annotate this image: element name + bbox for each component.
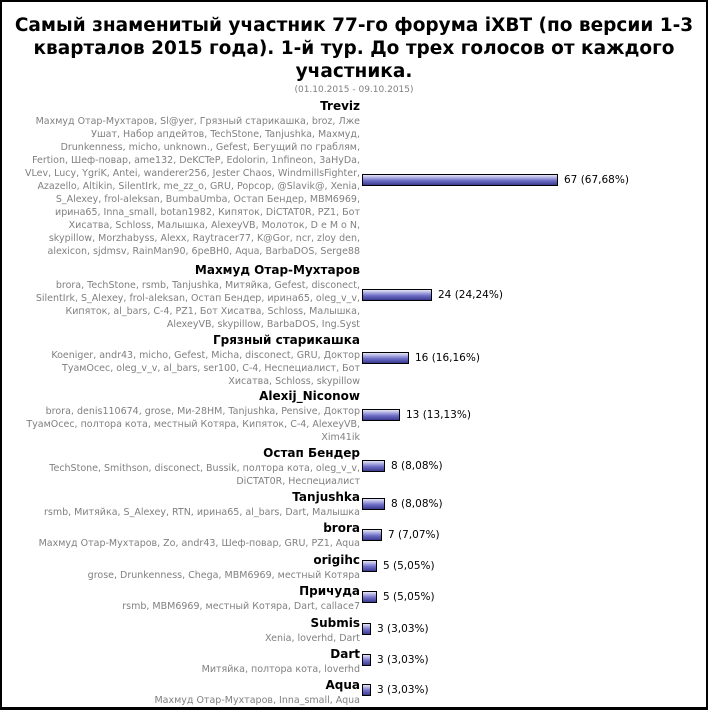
candidate-name: Submis <box>310 616 360 630</box>
value-label: 8 (8,08%) <box>391 498 443 510</box>
candidate-name: Остап Бендер <box>263 446 360 460</box>
value-label: 8 (8,08%) <box>391 460 443 472</box>
voter-list: brora, denis110674, grose, Ми-28НМ, Tanjushka, Pensive, Доктор ТуамОсес, полтора кота, местный Котяра, Кипяток, C-4, AlexeyVB, Xim41ik <box>26 406 360 443</box>
value-label: 13 (13,13%) <box>406 409 471 421</box>
voter-list: brora, TechStone, rsmb, Tanjushka, Митяйка, Gefest, disconect, SilentIrk, S_Alexey, frol-aleksan, Остап Бендер, ирина65, oleg_v_v, Кипяток, al_bars, C-4, PZ1, Бот Хисатва, Schloss, Малышка, AlexeyVB, skypillow, BarbaDOS, Ing.Syst <box>35 280 360 330</box>
voter-list: Махмуд Отар-Мухтаров, Zo, andr43, Шеф-повар, GRU, PZ1, Aqua <box>38 538 360 549</box>
value-label: 3 (3,03%) <box>377 623 429 635</box>
candidate-name: brora <box>323 521 360 535</box>
bar <box>362 352 409 364</box>
bar <box>362 623 371 635</box>
value-label: 5 (5,05%) <box>383 560 435 572</box>
bar <box>362 591 377 603</box>
bar <box>362 460 385 472</box>
value-label: 5 (5,05%) <box>383 591 435 603</box>
voter-list: TechStone, Smithson, disconect, Bussik, полтора кота, oleg_v_v, DiCTAT0R, Неспециалист <box>49 463 360 487</box>
value-label: 7 (7,07%) <box>388 529 440 541</box>
candidate-name: Махмуд Отар-Мухтаров <box>194 263 360 277</box>
value-label: 3 (3,03%) <box>377 684 429 696</box>
candidate-name: Treviz <box>320 99 360 113</box>
voter-list: rsmb, MBM6969, местный Котяра, Dart, callace7 <box>122 601 360 612</box>
bar <box>362 560 377 572</box>
bar <box>362 289 432 301</box>
voter-list: Xenia, loverhd, Dart <box>265 633 360 644</box>
candidate-name: Tanjushka <box>292 490 360 504</box>
candidate-name: Dart <box>330 647 360 661</box>
bar <box>362 174 558 186</box>
voter-list: Махмуд Отар-Мухтаров, Inna_small, Aqua <box>154 695 360 706</box>
bar <box>362 529 382 541</box>
value-label: 16 (16,16%) <box>415 352 480 364</box>
candidate-name: Alexij_Niconow <box>259 389 360 403</box>
voter-list: rsmb, Митяйка, S_Alexey, RTN, ирина65, al_bars, Dart, Малышка <box>43 507 360 518</box>
value-label: 24 (24,24%) <box>438 289 503 301</box>
value-label: 67 (67,68%) <box>564 174 629 186</box>
bar <box>362 654 371 666</box>
voter-list: Махмуд Отар-Мухтаров, Sl@yer, Грязный старикашка, broz, Лже Ушат, Набор апдейтов, TechStone, Tanjushka, Махмуд, Drunkenness, micho, unknown., Gefest, Бегущий по граблям, Fertion, Шеф-повар, ame132, DeKCTeP, Edolorin, 1nfineon, 3aHyDa, VLev, Lucy, YgriK, Antei, wanderer256, Jester Chaos, WindmillsFighter, Azazello, Altikin, SilentIrk, me_zz_o, GRU, Popcop, @Slavik@, Xenia, S_Alexey, frol-aleksan, BumbaUmba, Остап Бендер, MBM6969, ирина65, Inna_small, botan1982, Кипяток, DiCTAT0R, PZ1, Бот Хисатва, Schloss, Малышка, AlexeyVB, Молоток, D e M o N, skypillow, Morzhabyss, Alexx, Raytracer77, K@Gor, ncr, zloy den, alexicon, sjdmsv, RainMan90, 6peBH0, Aqua, BarbaDOS, Serge88 <box>24 116 360 257</box>
candidate-name: Aqua <box>325 678 360 692</box>
candidate-name: Грязный старикашка <box>212 333 360 347</box>
bar <box>362 409 400 421</box>
chart-period: (01.10.2015 - 09.10.2015) <box>294 85 414 95</box>
bar <box>362 684 371 696</box>
candidate-name: origihc <box>313 553 360 567</box>
chart-title: Самый знаменитый участник 77-го форума iXBT (по версии 1-3 кварталов 2015 года). 1-й тур. До трех голосов от каждого участника. <box>14 15 694 82</box>
voter-list: grose, Drunkenness, Chega, MBM6969, местный Котяра <box>87 570 360 581</box>
bar <box>362 498 385 510</box>
voter-list: Митяйка, полтора кота, loverhd <box>201 664 360 675</box>
value-label: 3 (3,03%) <box>377 654 429 666</box>
candidate-name: Причуда <box>299 584 360 598</box>
voter-list: Koeniger, andr43, micho, Gefest, Micha, disconect, GRU, Доктор ТуамОсес, oleg_v_v, al_bars, ser100, C-4, Неспециалист, Бот Хисатва, Schloss, skypillow <box>51 350 360 387</box>
